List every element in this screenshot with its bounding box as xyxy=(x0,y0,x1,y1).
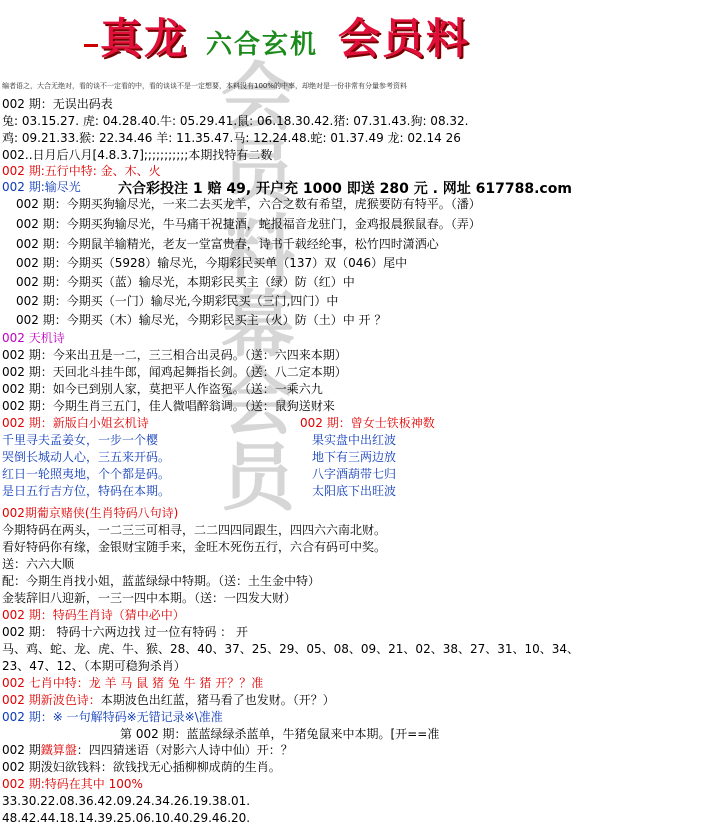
tieban-heading: 002 期：曾女士铁板神数 xyxy=(300,416,435,430)
disclaimer: 编者语之，大合无绝对，看的谈不一定看的中，看的谈谈不是一定想要，本料没有100%的中率，却绝对是一份非常有分量参考资料 xyxy=(2,82,408,90)
tianji-line-3: 002 期：如今已到别人家，莫把平人作盗冤。（送：一乘六九 xyxy=(2,382,323,396)
tianji-line-4: 002 期：今期生肖三五门，佳人微唱醉翁调。（送：鼠狗送财来 xyxy=(2,399,335,413)
one-sentence-heading: 002 期：※ 一句解特码※无错记录※\准准 xyxy=(2,710,223,724)
abacus-line xyxy=(2,742,293,759)
watermark-char: 员 xyxy=(221,131,295,217)
title-dash xyxy=(84,44,98,47)
table-heading: 002 期：无误出码表 xyxy=(2,97,113,111)
watermark-char: 幕 xyxy=(221,283,295,369)
white-poem-line: 千里寻夫孟姜女，一步一个樱 xyxy=(2,433,159,447)
wave-color-text: 本期波色出红蓝，猪马看了也发财。（开？） xyxy=(100,693,335,707)
tieban-line: 八字酒葫带七归 xyxy=(312,467,397,481)
tianji-line-2: 002 期：天回北斗挂牛郎，闻鸡起舞指长剑。（送：八二定本期） xyxy=(2,365,347,379)
tieban-line: 地下有三两边放 xyxy=(312,450,397,464)
banner-title-mid: 六合玄机 xyxy=(206,30,319,60)
tieban-list xyxy=(312,432,396,500)
wave-color-label: 002 期新波色诗： xyxy=(2,693,101,707)
lose-line-5: 002 期：今期买（蓝）输尽光，本期彩民买主（绿）防（红）中 xyxy=(16,275,355,289)
numbers-row-1: 33.30.22.08.36.42.09.24.34.26.19.38.01. xyxy=(2,794,251,808)
watermark-char: 料 xyxy=(221,207,295,293)
lose-line-7: 002 期：今期买（木）输尽光，今期彩民买主（火）防（土）中 开 ？ xyxy=(16,313,387,327)
banner-header xyxy=(0,0,720,70)
tieban-line: 太阳底下出旺波 xyxy=(312,484,397,498)
lose-line-6: 002 期：今期买（一门）输尽光,今期彩民买（三门,四门）中 xyxy=(16,294,339,308)
five-elements: 002 期:五行中特: 金、木、火 xyxy=(2,164,161,178)
wave-color-poem xyxy=(2,692,335,709)
numbers-row-2: 48.42.44.18.14.39.25.06.10.40.29.46.20. xyxy=(2,811,251,825)
lose-line-1: 002 期：今期买狗输尽光，一来二去买龙羊，六合之数有希望，虎猴要防有特平。（潘） xyxy=(16,197,481,211)
special-poem-line-2: 马、鸡、蛇、龙、虎、牛、猴、28、40、37、25、29、05、08、09、21、02、38、27、31、10、34、 xyxy=(2,642,580,656)
ad-banner: 六合彩投注 1 赔 49, 开户充 1000 即送 280 元 . 网址 617788.com xyxy=(118,181,572,197)
white-poem-heading: 002 期：新版白小姐玄机诗 xyxy=(2,416,149,430)
tianji-line-1: 002 期：今来出丑是一二，三三相合出灵码。（送：六四来本期） xyxy=(2,348,347,362)
money-line: 002 期泼妇欲钱料：欲钱找无心插柳柳成荫的生肖。 xyxy=(2,760,281,774)
abacus-label: 鐵算盤 xyxy=(40,743,77,757)
pujing-line-1: 今期特码在两头，一二三三可相寻，二二四四同跟生，四四六六南北财。 xyxy=(2,523,387,537)
zodiac-line-2: 鸡: 09.21.33.猴: 22.34.46 羊: 11.35.47.马: 12.24.48.蛇: 01.37.49 龙: 02.14 26 xyxy=(2,131,461,145)
pujing-line-2: 看好特码你有缘，金银财宝随手来，金旺木死伤五行，六合有码可中奖。 xyxy=(2,540,387,554)
seven-zodiac: 002 七肖中特：龙 羊 马 鼠 猪 兔 牛 猪 开？？准 xyxy=(2,676,264,690)
watermark-char: 员 xyxy=(221,435,295,521)
special-poem-line-1: 002 期： 特码十六两边找 过一位有特码 ： 开 xyxy=(2,625,248,639)
watermark-char: 会 xyxy=(221,359,295,445)
banner-title-left: 真龙 xyxy=(100,14,189,63)
one-sentence-line: 第 002 期：蓝蓝绿绿杀蓝单，牛猪兔鼠来中本期。[开==准 xyxy=(120,727,440,741)
pujing-heading: 002期葡京赌侠(生肖特码八句诗) xyxy=(2,506,179,520)
special-poem-heading: 002 期：特码生肖诗（猜中必中） xyxy=(2,608,185,622)
lose-line-3: 002 期：今期鼠羊输精光，老友一堂富贵春，诗书千载经纶事，松竹四时潇洒心 xyxy=(16,237,439,251)
zodiac-line-1: 兔: 03.15.27. 虎: 04.28.40.牛: 05.29.41.鼠: 06.18.30.42.猪: 07.31.43.狗: 08.32. xyxy=(2,114,469,128)
pujing-line-3: 送：六六大顺 xyxy=(2,557,75,571)
abacus-text: ：四四猜迷语（对影六人诗中仙）开：？ xyxy=(76,743,293,757)
white-poem-line: 哭倒长城动人心，三五来开码。 xyxy=(2,450,171,464)
tieban-line: 果实盘中出红波 xyxy=(312,433,397,447)
watermark-char: 会 xyxy=(221,55,295,141)
abacus-period: 002 期 xyxy=(2,743,41,757)
special-numbers-heading: 002 期:特码在其中 100% xyxy=(2,777,143,791)
white-poem-line: 是日五行吉方位，特码在本期。 xyxy=(2,484,171,498)
lose-line-4: 002 期：今期买（5928）输尽光，今期彩民买单（137）双（046）尾中 xyxy=(16,256,408,270)
pujing-line-5: 金装辞旧八迎新，一三一四中本期。（送：一四发大财） xyxy=(2,591,297,605)
banner-title-right: 会员料 xyxy=(338,14,471,63)
pujing-line-4: 配：今期生肖找小姐，蓝蓝绿绿中特期。（送：土生金中特） xyxy=(2,574,321,588)
month-hint: 002..日月后八月[4.8.3.7];;;;;;;;;;;本期找特有二数 xyxy=(2,148,273,162)
white-poem-list xyxy=(2,432,170,500)
tianji-heading: 002 天机诗 xyxy=(2,331,65,345)
lose-all-heading: 002 期:输尽光 xyxy=(2,180,81,194)
lose-line-2: 002 期：今期买狗输尽光，牛马痛干祝捷酒，蛇报福音龙驻门，金鸡报晨猴鼠春。（弄） xyxy=(16,217,481,231)
white-poem-line: 红日一轮照夷地，个个都是码。 xyxy=(2,467,171,481)
special-poem-line-3: 23、47、12、（本期可稳狗杀肖） xyxy=(2,659,186,673)
